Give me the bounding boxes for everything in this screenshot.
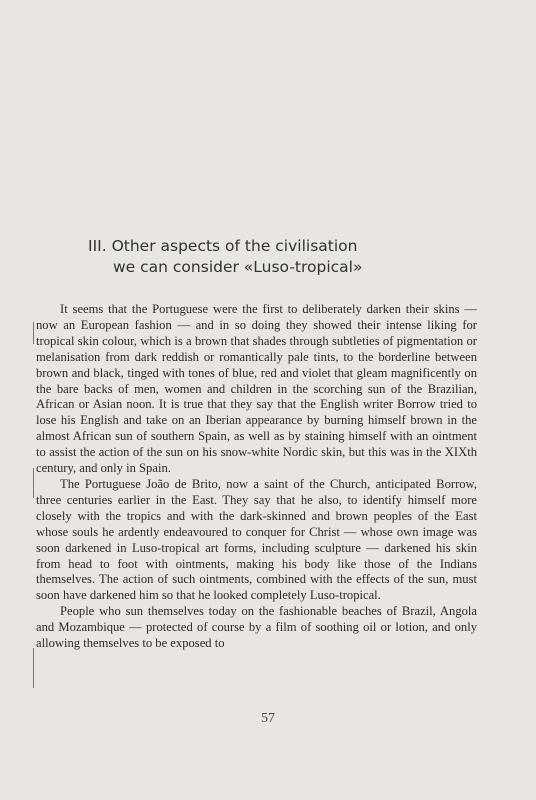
chapter-heading-line-2: we can consider «Luso-tropical»	[113, 258, 363, 276]
body-text	[36, 302, 477, 652]
margin-pencil-mark	[33, 648, 34, 688]
chapter-heading-line-1: III. Other aspects of the civilisation	[88, 237, 358, 255]
paragraph-3: People who sun themselves today on the fashionable beaches of Brazil, Angola and Mozambique — protected of course by a film of soothing oil or lotion, and only allowing themselves to be exposed to	[36, 604, 477, 651]
paragraph-2: The Portuguese João de Brito, now a saint of the Church, anticipated Borrow, three centuries earlier in the East. They say that he also, to identify himself more closely with the tropics and with the dark-skinned and brown peoples of the East whose souls he ardently endeavoured to conquer for Christ — whose own image was soon darkened in Luso-tropical art forms, including sculpture — darkened his skin from head to foot with ointments, making his body like those of the Indians themselves. The action of such ointments, combined with the effects of the sun, must soon have darkened him so that he looked completely Luso-tropical.	[36, 476, 477, 603]
page-number: 57	[261, 711, 275, 726]
margin-pencil-mark	[33, 468, 34, 498]
paragraph-1: It seems that the Portuguese were the first to deliberately darken their skins — now an European fashion — and in so doing they showed their intense liking for tropical skin colour, which is a brown that shades through subtleties of pigmentation or melanisation from dark reddish or romantically pale tints, to the borderline between brown and black, tinged with tones of blue, red and violet that gleam magnificently on the bare backs of men, women and children in the scorching sun of the Brazilian, African or Asian noon. It is true that they say that the English writer Borrow tried to lose his English and take on an Iberian appearance by burning himself brown in the almost African sun of southern Spain, as well as by staining himself with an ointment to assist the action of the sun on his snow-white Nordic skin, but this was in the XIXth century, and only in Spain.	[36, 302, 477, 476]
margin-pencil-mark	[33, 322, 34, 344]
chapter-heading	[0, 236, 536, 278]
